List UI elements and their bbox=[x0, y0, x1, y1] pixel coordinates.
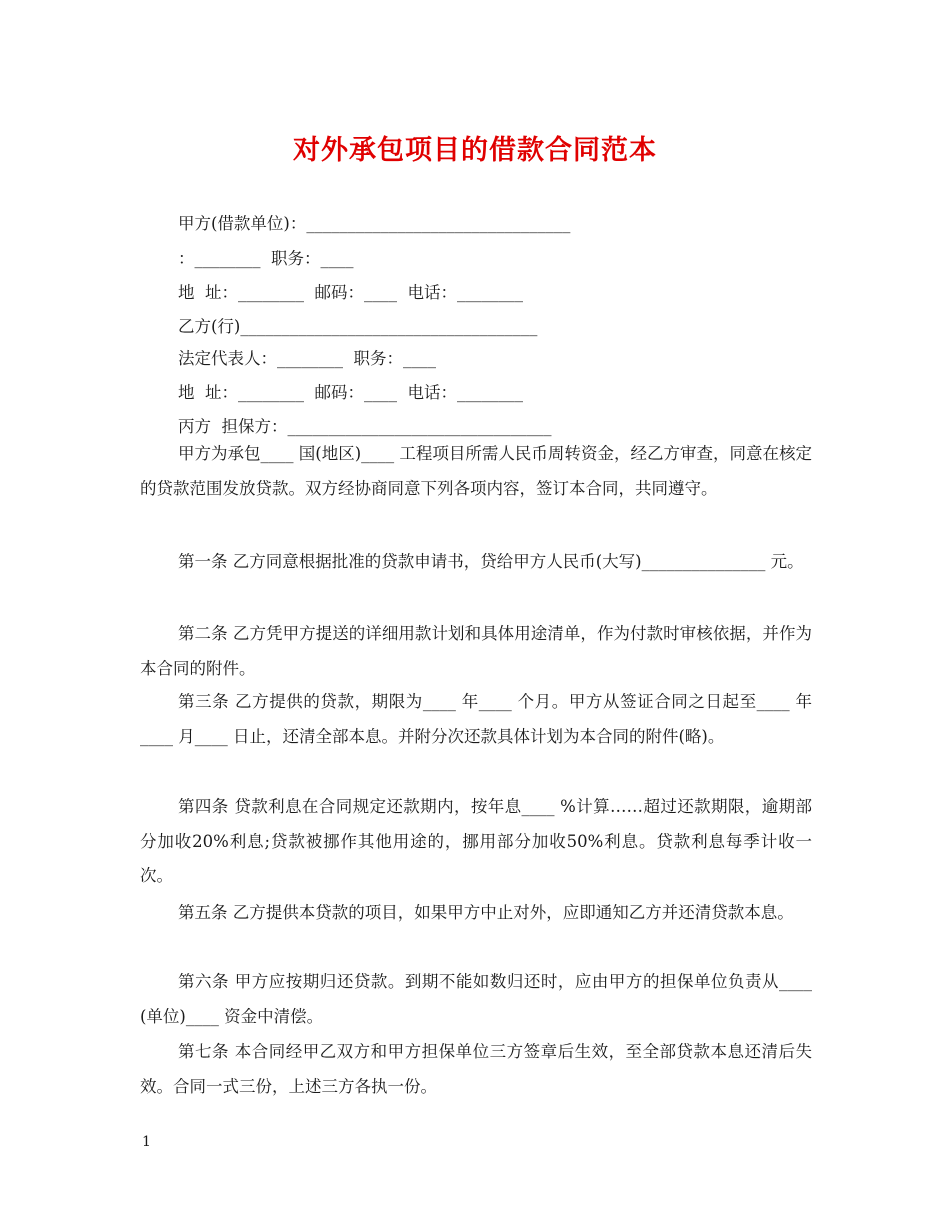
party-c-guarantor-line: 丙方 担保方：________________________________ bbox=[178, 417, 552, 436]
preamble-paragraph: 甲方为承包____ 国(地区)____ 工程项目所需人民币周转资金，经乙方审查，同意在核定的贷款范围发放贷款。双方经协商同意下列各项内容，签订本合同，共同遵守。 bbox=[140, 444, 812, 498]
party-b-line: 乙方(行)____________________________________ bbox=[178, 317, 538, 336]
party-a-representative-line: ：________ 职务：____ bbox=[178, 249, 354, 268]
article-6-paragraph: 第六条 甲方应按期归还贷款。到期不能如数归还时，应由甲方的担保单位负责从____ (单位)____ 资金中清偿。 bbox=[140, 972, 812, 1026]
article-5-paragraph: 第五条 乙方提供本贷款的项目，如果甲方中止对外，应即通知乙方并还清贷款本息。 bbox=[178, 903, 794, 922]
article-7-paragraph: 第七条 本合同经甲乙双方和甲方担保单位三方签章后生效，至全部贷款本息还清后失效。合同一式三份，上述三方各执一份。 bbox=[140, 1042, 812, 1096]
party-b-representative-line: 法定代表人：________ 职务：____ bbox=[178, 349, 436, 368]
party-b-address-line: 地 址：________ 邮码：____ 电话：________ bbox=[178, 383, 523, 402]
document-title: 对外承包项目的借款合同范本 bbox=[293, 135, 657, 166]
party-a-address-line: 地 址：________ 邮码：____ 电话：________ bbox=[178, 283, 523, 302]
article-2-paragraph: 第二条 乙方凭甲方提送的详细用款计划和具体用途清单，作为付款时审核依据，并作为本合同的附件。 bbox=[140, 624, 812, 678]
party-a-line: 甲方(借款单位)：________________________________ bbox=[178, 214, 571, 233]
article-3-paragraph: 第三条 乙方提供的贷款，期限为____ 年____ 个月。甲方从签证合同之日起至____ 年____ 月____ 日止，还清全部本息。并附分次还款具体计划为本合同的附件(略)。 bbox=[140, 692, 812, 746]
article-1-paragraph: 第一条 乙方同意根据批准的贷款申请书，贷给甲方人民币(大写)_______________ 元。 bbox=[178, 552, 804, 571]
article-4-paragraph: 第四条 贷款利息在合同规定还款期内，按年息____ %计算……超过还款期限，逾期部分加收20%利息;贷款被挪作其他用途的，挪用部分加收50%利息。贷款利息每季计收一次。 bbox=[140, 797, 812, 885]
page-number: 1 bbox=[142, 1134, 151, 1150]
